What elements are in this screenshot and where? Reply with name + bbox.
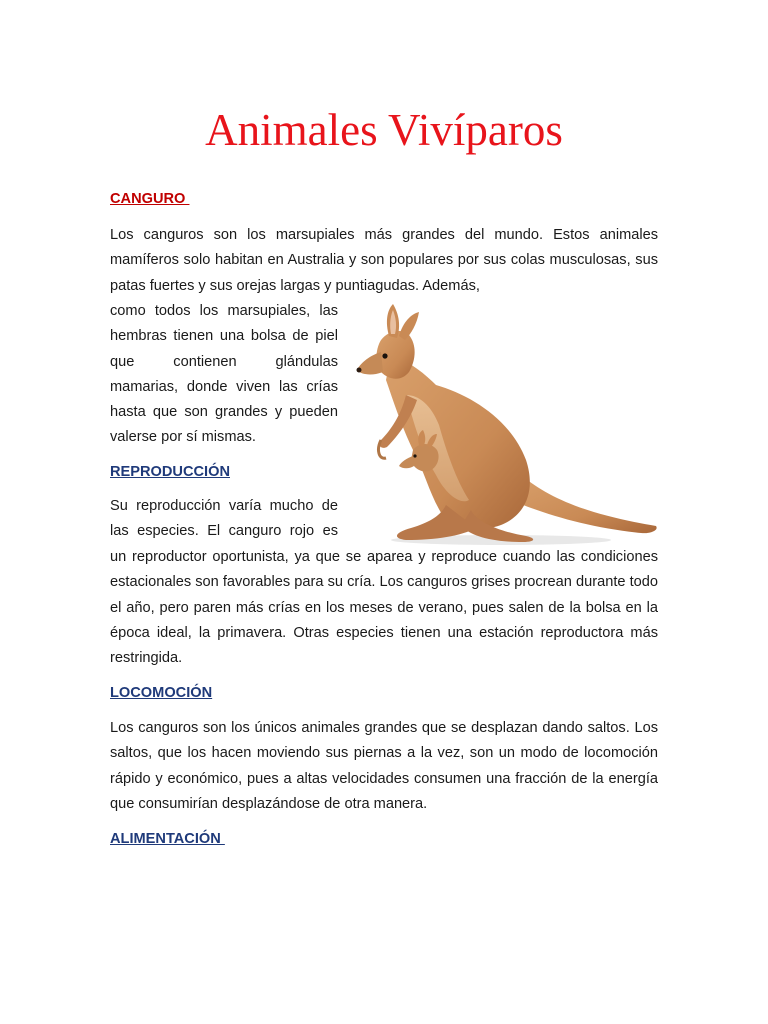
heading-reproduccion: REPRODUCCIÓN (110, 464, 230, 480)
heading-canguro: CANGURO (110, 191, 190, 207)
canguro-intro-paragraph: Los canguros son los marsupiales más grandes del mundo. Estos animales mamíferos solo habitan en Australia y son populares por sus colas musculosas, sus patas fuertes y sus orejas largas y puntiagudas. Además, (110, 227, 658, 294)
heading-locomocion: LOCOMOCIÓN (110, 685, 213, 701)
kangaroo-image (351, 300, 661, 546)
reproduccion-wrap-paragraph: Su reproducción varía mucho de las especies. El canguro rojo es (110, 498, 338, 540)
reproduccion-full-paragraph: un reproductor oportunista, ya que se aparea y reproduce cuando las condiciones estacionales son favorables para su cría. Los canguros grises procrean durante todo el año, pero paren más crías en los meses de verano, pues salen de la bolsa en la época ideal, la primavera. Otras especies tienen una estación reproductora más restringida. (110, 549, 658, 667)
heading-alimentacion: ALIMENTACIÓN (110, 831, 225, 847)
canguro-wrap-paragraph: como todos los marsupiales, las hembras tienen una bolsa de piel que contienen glándulas mamarias, donde viven las crías hasta que son grandes y pueden valerse por sí mismas. (110, 303, 338, 446)
kangaroo-drawing (357, 304, 657, 545)
locomocion-paragraph: Los canguros son los únicos animales grandes que se desplazan dando saltos. Los saltos, que los hacen moviendo sus piernas a la vez, son un modo de locomoción rápido y económico, pues a altas velocidades consumen una fracción de la energía que consumirían desplazándose de otra manera. (110, 720, 658, 812)
page-title: Animales Vivíparos (205, 105, 563, 155)
